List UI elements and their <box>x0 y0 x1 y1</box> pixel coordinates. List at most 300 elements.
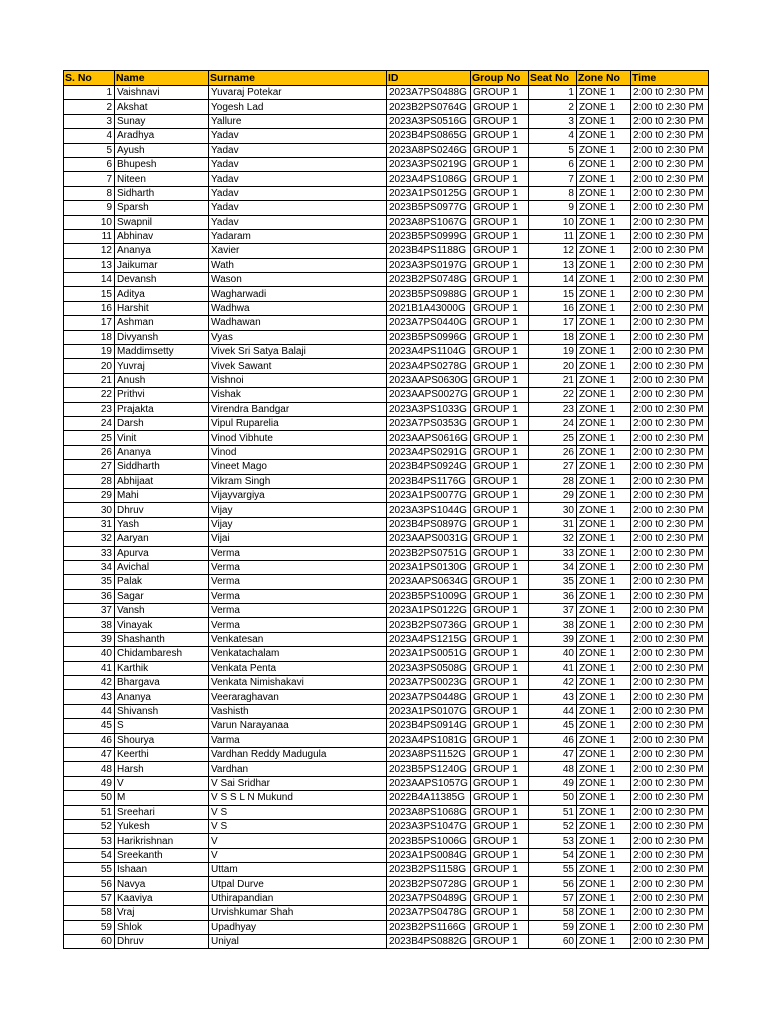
cell-name: Shlok <box>115 920 209 934</box>
cell-time: 2:00 t0 2:30 PM <box>630 460 708 474</box>
table-row <box>64 157 709 171</box>
cell-name: Maddimsetty <box>115 345 209 359</box>
cell-seat-no: 8 <box>528 186 576 200</box>
cell-id: 2023A3PS0516G <box>387 114 471 128</box>
cell-seat-no: 20 <box>528 359 576 373</box>
cell-group-no: GROUP 1 <box>470 460 528 474</box>
cell-sno: 8 <box>64 186 115 200</box>
cell-time: 2:00 t0 2:30 PM <box>630 532 708 546</box>
cell-zone-no: ZONE 1 <box>576 575 630 589</box>
cell-id: 2023B2PS0736G <box>387 618 471 632</box>
cell-sno: 16 <box>64 301 115 315</box>
cell-zone-no: ZONE 1 <box>576 287 630 301</box>
cell-surname: Yadav <box>209 129 387 143</box>
cell-surname: V <box>209 848 387 862</box>
cell-id: 2023A7PS0353G <box>387 416 471 430</box>
cell-time: 2:00 t0 2:30 PM <box>630 834 708 848</box>
cell-sno: 41 <box>64 661 115 675</box>
cell-zone-no: ZONE 1 <box>576 114 630 128</box>
cell-zone-no: ZONE 1 <box>576 546 630 560</box>
cell-id: 2023A7PS0489G <box>387 891 471 905</box>
cell-group-no: GROUP 1 <box>470 906 528 920</box>
cell-group-no: GROUP 1 <box>470 172 528 186</box>
cell-zone-no: ZONE 1 <box>576 719 630 733</box>
cell-seat-no: 49 <box>528 776 576 790</box>
cell-surname: Uthirapandian <box>209 891 387 905</box>
cell-sno: 31 <box>64 517 115 531</box>
cell-id: 2023A1PS0122G <box>387 604 471 618</box>
cell-time: 2:00 t0 2:30 PM <box>630 431 708 445</box>
cell-name: Aradhya <box>115 129 209 143</box>
cell-id: 2023B2PS0748G <box>387 273 471 287</box>
cell-name: Harsh <box>115 762 209 776</box>
cell-time: 2:00 t0 2:30 PM <box>630 157 708 171</box>
cell-seat-no: 35 <box>528 575 576 589</box>
cell-surname: Xavier <box>209 244 387 258</box>
cell-id: 2023B4PS0865G <box>387 129 471 143</box>
cell-seat-no: 39 <box>528 632 576 646</box>
table-row <box>64 791 709 805</box>
cell-time: 2:00 t0 2:30 PM <box>630 935 708 949</box>
cell-time: 2:00 t0 2:30 PM <box>630 100 708 114</box>
cell-time: 2:00 t0 2:30 PM <box>630 589 708 603</box>
table-row <box>64 704 709 718</box>
table-row <box>64 114 709 128</box>
cell-sno: 55 <box>64 863 115 877</box>
cell-surname: Wadhwa <box>209 301 387 315</box>
cell-time: 2:00 t0 2:30 PM <box>630 632 708 646</box>
cell-name: Sparsh <box>115 201 209 215</box>
cell-name: Vinayak <box>115 618 209 632</box>
table-row <box>64 503 709 517</box>
cell-group-no: GROUP 1 <box>470 647 528 661</box>
cell-seat-no: 37 <box>528 604 576 618</box>
cell-time: 2:00 t0 2:30 PM <box>630 416 708 430</box>
table-row <box>64 388 709 402</box>
table-row <box>64 373 709 387</box>
cell-time: 2:00 t0 2:30 PM <box>630 345 708 359</box>
cell-surname: Yadav <box>209 143 387 157</box>
cell-id: 2023AAPS0031G <box>387 532 471 546</box>
cell-name: Sidharth <box>115 186 209 200</box>
table-row <box>64 848 709 862</box>
cell-group-no: GROUP 1 <box>470 560 528 574</box>
table-row <box>64 445 709 459</box>
cell-name: Ayush <box>115 143 209 157</box>
cell-time: 2:00 t0 2:30 PM <box>630 733 708 747</box>
cell-name: Aditya <box>115 287 209 301</box>
cell-sno: 29 <box>64 488 115 502</box>
cell-time: 2:00 t0 2:30 PM <box>630 604 708 618</box>
cell-group-no: GROUP 1 <box>470 431 528 445</box>
cell-time: 2:00 t0 2:30 PM <box>630 445 708 459</box>
cell-group-no: GROUP 1 <box>470 488 528 502</box>
cell-sno: 45 <box>64 719 115 733</box>
cell-time: 2:00 t0 2:30 PM <box>630 316 708 330</box>
cell-time: 2:00 t0 2:30 PM <box>630 647 708 661</box>
cell-surname: Vineet Mago <box>209 460 387 474</box>
cell-sno: 46 <box>64 733 115 747</box>
cell-name: Shashanth <box>115 632 209 646</box>
cell-name: Navya <box>115 877 209 891</box>
cell-id: 2023AAPS1057G <box>387 776 471 790</box>
cell-seat-no: 3 <box>528 114 576 128</box>
cell-seat-no: 41 <box>528 661 576 675</box>
table-row <box>64 776 709 790</box>
cell-group-no: GROUP 1 <box>470 848 528 862</box>
cell-seat-no: 54 <box>528 848 576 862</box>
header-zone-no: Zone No <box>576 71 630 86</box>
cell-group-no: GROUP 1 <box>470 229 528 243</box>
cell-id: 2023A1PS0084G <box>387 848 471 862</box>
cell-sno: 37 <box>64 604 115 618</box>
cell-zone-no: ZONE 1 <box>576 604 630 618</box>
cell-id: 2023B4PS1176G <box>387 474 471 488</box>
cell-name: Vaishnavi <box>115 86 209 100</box>
cell-group-no: GROUP 1 <box>470 704 528 718</box>
cell-time: 2:00 t0 2:30 PM <box>630 330 708 344</box>
cell-time: 2:00 t0 2:30 PM <box>630 172 708 186</box>
cell-zone-no: ZONE 1 <box>576 86 630 100</box>
cell-name: Bhargava <box>115 676 209 690</box>
cell-sno: 12 <box>64 244 115 258</box>
cell-sno: 43 <box>64 690 115 704</box>
cell-seat-no: 47 <box>528 747 576 761</box>
cell-surname: Wason <box>209 273 387 287</box>
cell-name: V <box>115 776 209 790</box>
cell-group-no: GROUP 1 <box>470 244 528 258</box>
cell-group-no: GROUP 1 <box>470 935 528 949</box>
cell-zone-no: ZONE 1 <box>576 891 630 905</box>
cell-surname: Yuvaraj Potekar <box>209 86 387 100</box>
cell-id: 2023A3PS0508G <box>387 661 471 675</box>
cell-name: Shourya <box>115 733 209 747</box>
cell-zone-no: ZONE 1 <box>576 445 630 459</box>
cell-seat-no: 16 <box>528 301 576 315</box>
cell-id: 2023B4PS0897G <box>387 517 471 531</box>
cell-sno: 3 <box>64 114 115 128</box>
cell-surname: Yogesh Lad <box>209 100 387 114</box>
cell-sno: 38 <box>64 618 115 632</box>
cell-id: 2023B4PS0882G <box>387 935 471 949</box>
cell-time: 2:00 t0 2:30 PM <box>630 517 708 531</box>
cell-time: 2:00 t0 2:30 PM <box>630 143 708 157</box>
cell-name: Dhruv <box>115 503 209 517</box>
cell-time: 2:00 t0 2:30 PM <box>630 618 708 632</box>
cell-name: Dhruv <box>115 935 209 949</box>
cell-sno: 7 <box>64 172 115 186</box>
cell-surname: Wath <box>209 258 387 272</box>
cell-surname: Vishnoi <box>209 373 387 387</box>
cell-zone-no: ZONE 1 <box>576 474 630 488</box>
cell-time: 2:00 t0 2:30 PM <box>630 114 708 128</box>
cell-sno: 44 <box>64 704 115 718</box>
cell-group-no: GROUP 1 <box>470 143 528 157</box>
cell-zone-no: ZONE 1 <box>576 100 630 114</box>
table-row <box>64 186 709 200</box>
header-id: ID <box>387 71 471 86</box>
cell-seat-no: 28 <box>528 474 576 488</box>
cell-zone-no: ZONE 1 <box>576 589 630 603</box>
cell-zone-no: ZONE 1 <box>576 848 630 862</box>
cell-zone-no: ZONE 1 <box>576 517 630 531</box>
cell-sno: 56 <box>64 877 115 891</box>
table-row <box>64 345 709 359</box>
cell-sno: 18 <box>64 330 115 344</box>
cell-group-no: GROUP 1 <box>470 402 528 416</box>
cell-seat-no: 24 <box>528 416 576 430</box>
cell-id: 2023A1PS0130G <box>387 560 471 574</box>
cell-group-no: GROUP 1 <box>470 819 528 833</box>
cell-id: 2023B5PS1240G <box>387 762 471 776</box>
cell-group-no: GROUP 1 <box>470 546 528 560</box>
cell-group-no: GROUP 1 <box>470 604 528 618</box>
cell-sno: 21 <box>64 373 115 387</box>
cell-group-no: GROUP 1 <box>470 575 528 589</box>
cell-seat-no: 19 <box>528 345 576 359</box>
cell-name: Abhinav <box>115 229 209 243</box>
table-row <box>64 517 709 531</box>
cell-sno: 35 <box>64 575 115 589</box>
cell-zone-no: ZONE 1 <box>576 733 630 747</box>
cell-sno: 30 <box>64 503 115 517</box>
cell-sno: 5 <box>64 143 115 157</box>
cell-sno: 23 <box>64 402 115 416</box>
cell-id: 2023AAPS0634G <box>387 575 471 589</box>
cell-time: 2:00 t0 2:30 PM <box>630 676 708 690</box>
cell-time: 2:00 t0 2:30 PM <box>630 575 708 589</box>
cell-id: 2022B4A11385G <box>387 791 471 805</box>
table-row <box>64 604 709 618</box>
table-row <box>64 891 709 905</box>
cell-surname: Vishak <box>209 388 387 402</box>
cell-sno: 33 <box>64 546 115 560</box>
cell-zone-no: ZONE 1 <box>576 229 630 243</box>
cell-surname: V S <box>209 805 387 819</box>
cell-id: 2023A3PS0219G <box>387 157 471 171</box>
cell-id: 2023A1PS0051G <box>387 647 471 661</box>
cell-surname: Vinod Vibhute <box>209 431 387 445</box>
table-row <box>64 402 709 416</box>
cell-zone-no: ZONE 1 <box>576 345 630 359</box>
cell-time: 2:00 t0 2:30 PM <box>630 747 708 761</box>
cell-seat-no: 30 <box>528 503 576 517</box>
table-row <box>64 632 709 646</box>
cell-seat-no: 18 <box>528 330 576 344</box>
cell-group-no: GROUP 1 <box>470 129 528 143</box>
cell-seat-no: 13 <box>528 258 576 272</box>
cell-id: 2023A7PS0440G <box>387 316 471 330</box>
cell-sno: 54 <box>64 848 115 862</box>
cell-name: Harikrishnan <box>115 834 209 848</box>
cell-seat-no: 14 <box>528 273 576 287</box>
cell-group-no: GROUP 1 <box>470 316 528 330</box>
cell-surname: Uttam <box>209 863 387 877</box>
cell-surname: Vipul Ruparelia <box>209 416 387 430</box>
table-row <box>64 172 709 186</box>
cell-id: 2023A1PS0125G <box>387 186 471 200</box>
cell-sno: 11 <box>64 229 115 243</box>
cell-name: Vraj <box>115 906 209 920</box>
cell-sno: 57 <box>64 891 115 905</box>
cell-id: 2023B2PS1158G <box>387 863 471 877</box>
cell-time: 2:00 t0 2:30 PM <box>630 359 708 373</box>
cell-zone-no: ZONE 1 <box>576 661 630 675</box>
cell-zone-no: ZONE 1 <box>576 877 630 891</box>
cell-group-no: GROUP 1 <box>470 273 528 287</box>
cell-name: Siddharth <box>115 460 209 474</box>
cell-group-no: GROUP 1 <box>470 373 528 387</box>
cell-id: 2023B4PS1188G <box>387 244 471 258</box>
cell-zone-no: ZONE 1 <box>576 244 630 258</box>
table-row <box>64 229 709 243</box>
cell-sno: 34 <box>64 560 115 574</box>
cell-surname: Verma <box>209 546 387 560</box>
cell-name: Yukesh <box>115 819 209 833</box>
cell-zone-no: ZONE 1 <box>576 834 630 848</box>
cell-name: Ananya <box>115 244 209 258</box>
cell-zone-no: ZONE 1 <box>576 791 630 805</box>
cell-time: 2:00 t0 2:30 PM <box>630 719 708 733</box>
table-row <box>64 129 709 143</box>
cell-sno: 22 <box>64 388 115 402</box>
cell-sno: 50 <box>64 791 115 805</box>
cell-sno: 52 <box>64 819 115 833</box>
cell-group-no: GROUP 1 <box>470 733 528 747</box>
cell-sno: 60 <box>64 935 115 949</box>
cell-group-no: GROUP 1 <box>470 301 528 315</box>
cell-id: 2023A3PS1033G <box>387 402 471 416</box>
cell-name: Vansh <box>115 604 209 618</box>
cell-group-no: GROUP 1 <box>470 474 528 488</box>
cell-sno: 39 <box>64 632 115 646</box>
cell-group-no: GROUP 1 <box>470 388 528 402</box>
cell-seat-no: 5 <box>528 143 576 157</box>
cell-name: Mahi <box>115 488 209 502</box>
cell-time: 2:00 t0 2:30 PM <box>630 229 708 243</box>
cell-id: 2023B4PS0924G <box>387 460 471 474</box>
cell-zone-no: ZONE 1 <box>576 647 630 661</box>
cell-seat-no: 31 <box>528 517 576 531</box>
cell-name: M <box>115 791 209 805</box>
cell-seat-no: 22 <box>528 388 576 402</box>
cell-surname: Vivek Sawant <box>209 359 387 373</box>
cell-sno: 58 <box>64 906 115 920</box>
cell-group-no: GROUP 1 <box>470 345 528 359</box>
cell-name: Shivansh <box>115 704 209 718</box>
cell-surname: Verma <box>209 560 387 574</box>
cell-name: Yash <box>115 517 209 531</box>
cell-surname: Yadav <box>209 186 387 200</box>
cell-seat-no: 45 <box>528 719 576 733</box>
table-row <box>64 877 709 891</box>
table-row <box>64 474 709 488</box>
cell-sno: 1 <box>64 86 115 100</box>
cell-time: 2:00 t0 2:30 PM <box>630 661 708 675</box>
cell-id: 2023A4PS0291G <box>387 445 471 459</box>
cell-sno: 36 <box>64 589 115 603</box>
cell-zone-no: ZONE 1 <box>576 129 630 143</box>
cell-time: 2:00 t0 2:30 PM <box>630 273 708 287</box>
cell-group-no: GROUP 1 <box>470 503 528 517</box>
table-row <box>64 575 709 589</box>
cell-surname: Vijay <box>209 503 387 517</box>
cell-surname: Vivek Sri Satya Balaji <box>209 345 387 359</box>
cell-time: 2:00 t0 2:30 PM <box>630 488 708 502</box>
cell-surname: Vardhan Reddy Madugula <box>209 747 387 761</box>
cell-id: 2023A8PS1152G <box>387 747 471 761</box>
cell-zone-no: ZONE 1 <box>576 488 630 502</box>
cell-surname: Utpal Durve <box>209 877 387 891</box>
cell-sno: 15 <box>64 287 115 301</box>
cell-id: 2023A7PS0478G <box>387 906 471 920</box>
cell-sno: 51 <box>64 805 115 819</box>
cell-surname: V S S L N Mukund <box>209 791 387 805</box>
cell-name: Prajakta <box>115 402 209 416</box>
cell-zone-no: ZONE 1 <box>576 402 630 416</box>
cell-group-no: GROUP 1 <box>470 416 528 430</box>
cell-zone-no: ZONE 1 <box>576 762 630 776</box>
cell-name: Sagar <box>115 589 209 603</box>
cell-name: Ananya <box>115 690 209 704</box>
cell-id: 2021B1A43000G <box>387 301 471 315</box>
cell-zone-no: ZONE 1 <box>576 503 630 517</box>
cell-id: 2023B5PS0999G <box>387 229 471 243</box>
cell-name: Divyansh <box>115 330 209 344</box>
table-body <box>64 86 709 949</box>
cell-name: Palak <box>115 575 209 589</box>
cell-group-no: GROUP 1 <box>470 676 528 690</box>
cell-surname: Upadhyay <box>209 920 387 934</box>
cell-sno: 10 <box>64 215 115 229</box>
cell-id: 2023A8PS0246G <box>387 143 471 157</box>
cell-seat-no: 60 <box>528 935 576 949</box>
cell-group-no: GROUP 1 <box>470 632 528 646</box>
cell-zone-no: ZONE 1 <box>576 906 630 920</box>
table-row <box>64 532 709 546</box>
cell-time: 2:00 t0 2:30 PM <box>630 819 708 833</box>
table-row <box>64 546 709 560</box>
header-group-no: Group No <box>470 71 528 86</box>
cell-group-no: GROUP 1 <box>470 215 528 229</box>
cell-id: 2023A4PS1086G <box>387 172 471 186</box>
cell-seat-no: 11 <box>528 229 576 243</box>
cell-group-no: GROUP 1 <box>470 100 528 114</box>
cell-name: Sreehari <box>115 805 209 819</box>
cell-zone-no: ZONE 1 <box>576 273 630 287</box>
cell-seat-no: 53 <box>528 834 576 848</box>
cell-zone-no: ZONE 1 <box>576 632 630 646</box>
cell-time: 2:00 t0 2:30 PM <box>630 791 708 805</box>
cell-time: 2:00 t0 2:30 PM <box>630 402 708 416</box>
table-row <box>64 316 709 330</box>
cell-surname: V S <box>209 819 387 833</box>
cell-zone-no: ZONE 1 <box>576 215 630 229</box>
cell-sno: 53 <box>64 834 115 848</box>
cell-surname: Vardhan <box>209 762 387 776</box>
table-row <box>64 488 709 502</box>
cell-zone-no: ZONE 1 <box>576 186 630 200</box>
cell-sno: 13 <box>64 258 115 272</box>
cell-seat-no: 51 <box>528 805 576 819</box>
table-row <box>64 690 709 704</box>
cell-seat-no: 17 <box>528 316 576 330</box>
cell-time: 2:00 t0 2:30 PM <box>630 690 708 704</box>
header-name: Name <box>115 71 209 86</box>
cell-name: Sreekanth <box>115 848 209 862</box>
cell-name: Ishaan <box>115 863 209 877</box>
cell-surname: Vinod <box>209 445 387 459</box>
